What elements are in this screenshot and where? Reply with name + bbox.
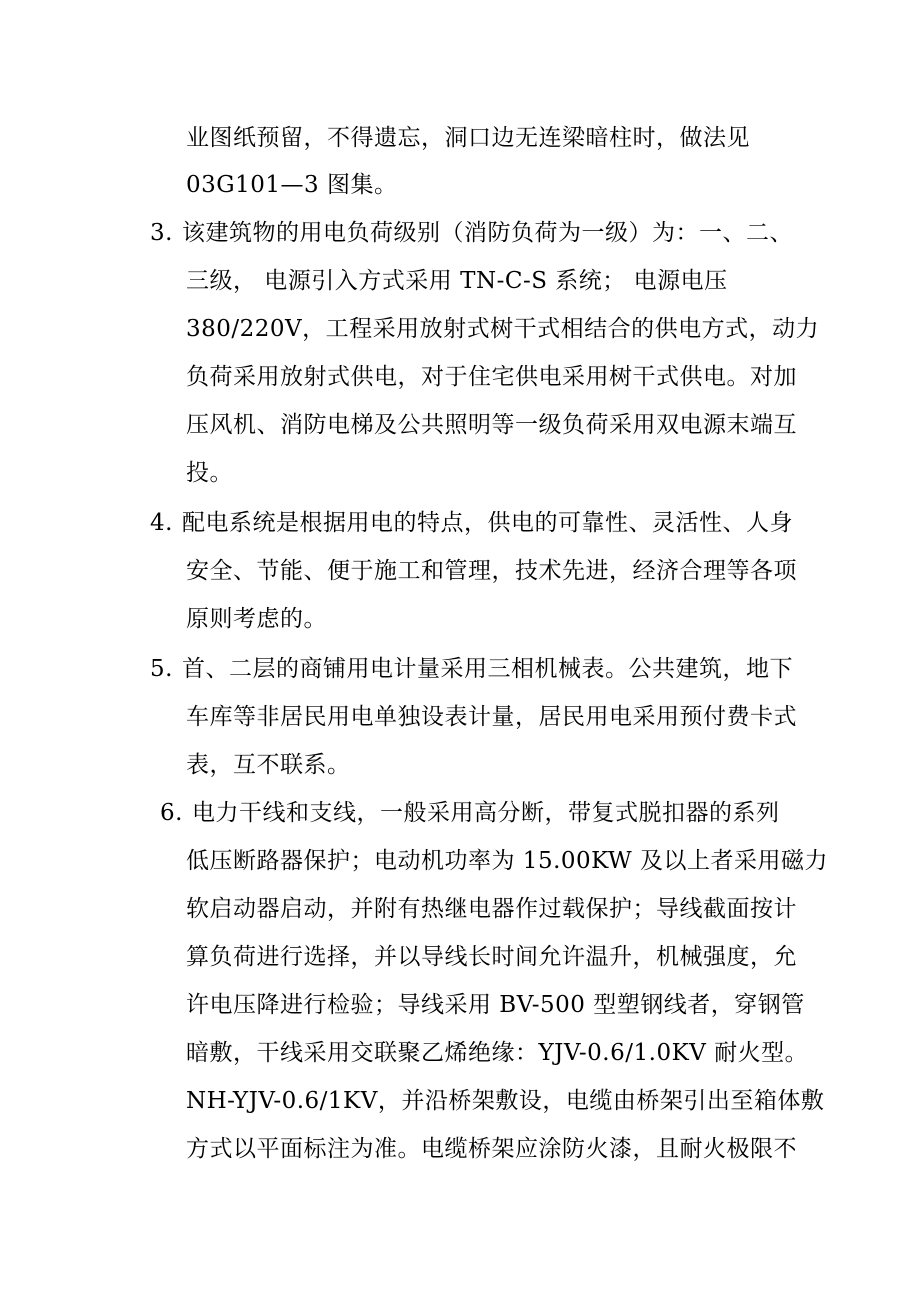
text-line: 压风机、消防电梯及公共照明等一级负荷采用双电源末端互 [186, 412, 797, 438]
text-line: 03G101—3 图集。 [186, 172, 398, 198]
text-line: 车库等非居民用电单独设表计量，居民用电采用预付费卡式 [186, 704, 797, 730]
text-line: 软启动器启动，并附有热继电器作过载保护；导线截面按计 [186, 896, 797, 922]
text-line: 380/220V，工程采用放射式树干式相结合的供电方式，动力 [186, 316, 820, 342]
list-number: 5. [150, 656, 173, 682]
list-number: 6. [160, 800, 183, 826]
text-line: 算负荷进行选择，并以导线长时间允许温升，机械强度，允 [186, 944, 797, 970]
text-line: 暗敷，干线采用交联聚乙烯绝缘：YJV-0.6/1.0KV 耐火型。 [186, 1040, 809, 1066]
text-line: 三级， 电源引入方式采用 TN-C-S 系统； 电源电压 [186, 268, 728, 294]
list-item-3 [150, 218, 793, 248]
text-line: 该建筑物的用电负荷级别（消防负荷为一级）为：一、二、 [182, 220, 793, 246]
text-line: 低压断路器保护；电动机功率为 15.00KW 及以上者采用磁力 [186, 848, 828, 874]
list-number: 3. [150, 220, 173, 246]
text-line: 方式以平面标注为准。电缆桥架应涂防火漆，且耐火极限不 [186, 1136, 797, 1162]
text-line: 首、二层的商铺用电计量采用三相机械表。公共建筑，地下 [182, 656, 793, 682]
text-line: 许电压降进行检验；导线采用 BV-500 型塑钢线者，穿钢管 [186, 992, 805, 1018]
text-line: 业图纸预留，不得遗忘，洞口边无连梁暗柱时，做法见 [186, 125, 750, 151]
text-line: 表，互不联系。 [186, 752, 351, 778]
list-item-5 [150, 654, 793, 684]
list-item-4 [150, 508, 793, 538]
list-number: 4. [150, 510, 173, 536]
text-line: 电力干线和支线，一般采用高分断，带复式脱扣器的系列 [192, 800, 780, 826]
text-line: 安全、节能、便于施工和管理，技术先进，经济合理等各项 [186, 558, 797, 584]
text-line: NH-YJV-0.6/1KV，并沿桥架敷设，电缆由桥架引出至箱体敷 [186, 1088, 825, 1114]
list-item-6 [160, 798, 780, 828]
text-line: 负荷采用放射式供电，对于住宅供电采用树干式供电。对加 [186, 364, 797, 390]
text-line: 配电系统是根据用电的特点，供电的可靠性、灵活性、人身 [182, 510, 793, 536]
text-line: 投。 [186, 460, 233, 486]
text-line: 原则考虑的。 [186, 606, 327, 632]
